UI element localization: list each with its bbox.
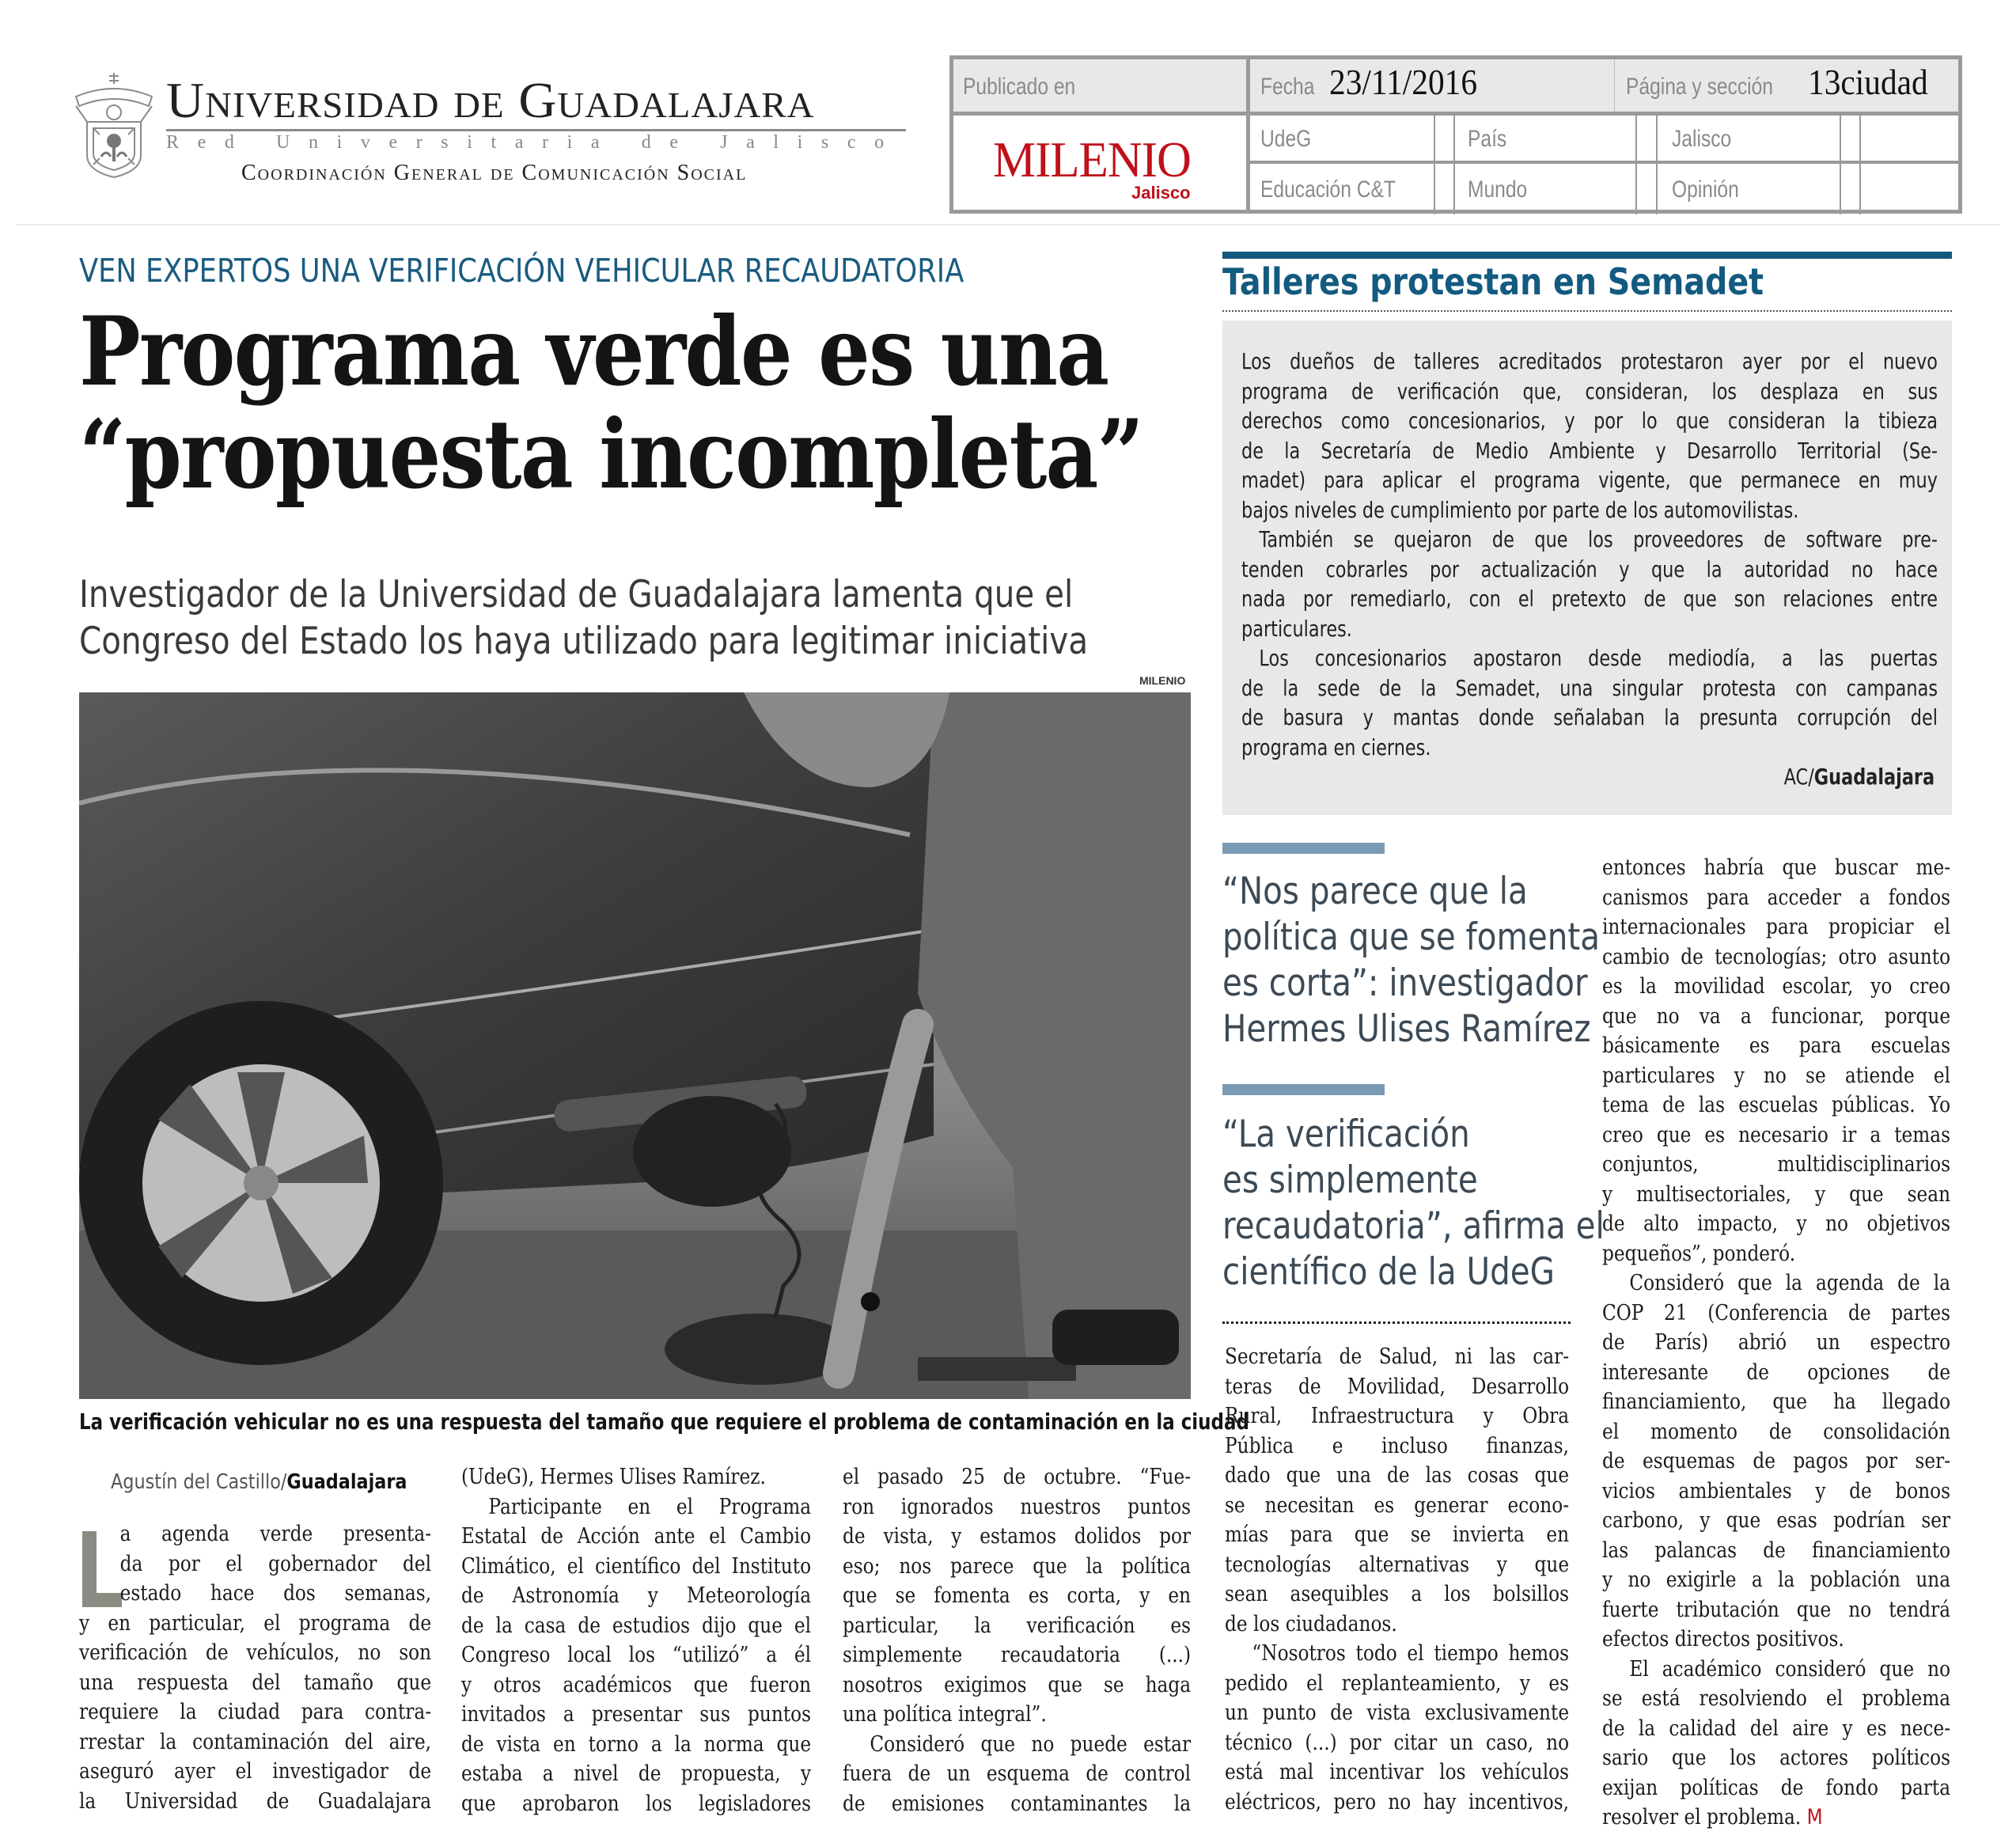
end-mark-icon: M	[1801, 1805, 1823, 1830]
text-line: nada por remediarlo, con el pretexto de que son relaciones entre	[1241, 586, 1938, 612]
published-in-label: Publicado en	[963, 74, 1076, 100]
text-line: la Universidad de Guadalajara	[79, 1788, 432, 1814]
text-line: tenden cobrarles por actualización y que la autoridad no hace	[1241, 555, 1938, 582]
text-line: aseguró ayer el investigador de	[79, 1759, 432, 1784]
text-line: bajos niveles de cumplimiento por parte de los automovilistas.	[1241, 496, 1799, 523]
sidebar-sign-place: Guadalajara	[1813, 764, 1935, 790]
text-line: estado hace dos semanas,	[119, 1581, 432, 1606]
text-line: las palancas de financiamiento	[1602, 1538, 1951, 1563]
text-line: interesante de opciones de	[1602, 1359, 1951, 1385]
text-line: da por el gobernador del	[119, 1551, 432, 1576]
dek-line: Investigador de la Universidad de Guadalajara lamenta que el	[79, 573, 1074, 616]
pull-quote-bar	[1222, 1084, 1385, 1095]
sidebar-sign-prefix: AC/	[1783, 764, 1814, 790]
text-line: programa de verificación que, consideran, los desplaza en sus	[1241, 377, 1938, 404]
text-line: y en particular, el programa de	[79, 1610, 432, 1636]
dek-line: Congreso del Estado los haya utilizado para legitimar iniciativa	[79, 620, 1089, 663]
text-line: de alto impacto, y no objetivos	[1602, 1211, 1951, 1236]
text-line: que aprobaron los legisladores	[461, 1791, 812, 1816]
photo-credit: MILENIO	[1139, 674, 1186, 687]
text-line: ron ignorados nuestros puntos	[843, 1494, 1192, 1519]
section-cell: Educación C&T	[1260, 176, 1396, 203]
text-line: internacionales para propiciar el	[1602, 915, 1951, 939]
text-line: y no exigirle a la población una	[1602, 1568, 1951, 1592]
pull-quote-line: Hermes Ulises Ramírez	[1222, 1007, 1591, 1051]
university-network: Red Universitaria de Jalisco	[166, 132, 903, 153]
sidebar-title: Talleres protestan en Semadet	[1222, 260, 1764, 303]
header-separator	[16, 224, 2000, 226]
headline-line: “propuesta incompleta”	[79, 399, 1143, 510]
text-line: Participante en el Programa	[488, 1494, 812, 1519]
text-line: mías para que se invierta en	[1225, 1522, 1570, 1547]
text-line: de Astronomía y Meteorología	[461, 1583, 812, 1608]
text-line: de la sede de la Semadet, una singular protesta con campanas	[1241, 674, 1938, 701]
clipping-table-header-row	[953, 59, 1958, 116]
publication-logo: MILENIO	[993, 131, 1191, 188]
table-divider	[1246, 59, 1250, 210]
text-line: es la movilidad escolar, yo creo	[1602, 974, 1951, 999]
text-line: dado que una de las cosas que	[1225, 1463, 1570, 1488]
text-line: particular, la verificación es	[843, 1613, 1192, 1638]
text-line: de la casa de estudios dijo que el	[461, 1613, 812, 1638]
text-line: Estatal de Acción ante el Cambio	[461, 1524, 812, 1549]
table-divider	[1859, 112, 1861, 214]
text-line: está mal incentivar los vehículos	[1225, 1760, 1570, 1784]
text-line: una política integral”.	[843, 1702, 1047, 1727]
university-crest-icon	[70, 70, 158, 180]
text-line: COP 21 (Conferencia de partes	[1602, 1300, 1951, 1325]
table-divider	[1614, 59, 1615, 112]
body-column-4	[1225, 1342, 1569, 1817]
text-line: Consideró que la agenda de la	[1629, 1271, 1951, 1295]
text-line: de emisiones contaminantes la	[843, 1791, 1192, 1816]
text-line: eso; nos parece que la política	[843, 1553, 1192, 1579]
text-line: exijan políticas de fondo parta	[1602, 1775, 1951, 1800]
text-line: tecnologías alternativas y que	[1225, 1552, 1570, 1577]
pull-quote-line: “Nos parece que la	[1222, 870, 1528, 913]
section-cell: País	[1468, 126, 1507, 152]
byline-author: Agustín del Castillo/	[111, 1470, 287, 1494]
text-line: y otros académicos que fueron	[461, 1672, 812, 1697]
body-column-1	[79, 1519, 431, 1816]
pull-quote-line: es simplemente	[1222, 1158, 1478, 1202]
pull-quote-dotted-rule	[1222, 1321, 1571, 1324]
text-line: derechos como concesionarios, y por lo que consideran la tibieza	[1241, 408, 1938, 434]
byline	[111, 1470, 407, 1494]
text-line: un punto de vista exclusivamente	[1225, 1701, 1570, 1725]
text-line: estaba a nivel de propuesta, y	[461, 1761, 812, 1786]
text-line: fuera de un esquema de control	[843, 1761, 1192, 1786]
section-cell: UdeG	[1260, 126, 1312, 152]
text-line: de París) abrió un espectro	[1602, 1330, 1951, 1355]
logo-rule	[166, 129, 906, 131]
text-line: rrestar la contaminación del aire,	[79, 1729, 432, 1754]
sidebar-top-rule	[1222, 252, 1952, 259]
text-line: de los ciudadanos.	[1225, 1611, 1397, 1636]
text-line: tema de las escuelas públicas. Yo	[1602, 1093, 1951, 1117]
page-section-label: Página y sección	[1626, 74, 1773, 100]
article-headline	[79, 296, 1143, 510]
text-line: verificación de vehículos, no son	[79, 1640, 432, 1665]
table-divider	[1656, 112, 1658, 214]
text-line: particulares.	[1241, 615, 1352, 642]
article-kicker: VEN EXPERTOS UNA VERIFICACIÓN VEHICULAR RECAUDATORIA	[79, 252, 964, 290]
text-line: programa en ciernes.	[1241, 734, 1431, 760]
pull-quote-1	[1222, 869, 1600, 1052]
text-line: eléctricos, pero no hay incentivos,	[1225, 1789, 1570, 1814]
pull-quote-line: científico de la UdeG	[1222, 1250, 1555, 1294]
text-line: de esquemas de pagos por ser-	[1602, 1449, 1951, 1473]
text-line: Secretaría de Salud, ni las car-	[1225, 1344, 1570, 1369]
pull-quote-line: “La verificación	[1222, 1113, 1470, 1156]
text-line: El académico consideró que no	[1629, 1656, 1951, 1682]
text-line: conjuntos, multidisciplinarios	[1602, 1152, 1951, 1177]
text-line: pedido el replanteamiento, y es	[1225, 1670, 1570, 1696]
text-line: Pública e incluso finanzas,	[1225, 1433, 1570, 1458]
sidebar-text	[1241, 347, 1938, 762]
text-line: que no va a funcionar, porque	[1602, 1003, 1951, 1029]
text-line: el pasado 25 de octubre. “Fue-	[843, 1465, 1192, 1489]
text-line: de basura y mantas donde señalaban la presunta corrupción del	[1241, 704, 1938, 730]
date-label: Fecha	[1260, 74, 1315, 100]
text-line: simplemente recaudatoria (...)	[843, 1643, 1192, 1667]
text-line: el momento de consolidación	[1602, 1419, 1951, 1444]
pull-quote-line: política que se fomenta	[1222, 916, 1600, 959]
text-line: particulares y no se atiende el	[1602, 1063, 1951, 1088]
text-line: de la Secretaría de Medio Ambiente y Desarrollo Territorial (Se-	[1241, 437, 1938, 464]
text-line: vicios ambientales y de bonos	[1602, 1478, 1951, 1503]
body-column-2	[461, 1462, 811, 1818]
photo-caption: La verificación vehicular no es una respuesta del tamaño que requiere el problema de contaminación en la ciudad	[79, 1409, 1249, 1435]
section-cell: Mundo	[1468, 176, 1528, 203]
body-column-3	[843, 1462, 1191, 1818]
headline-line: Programa verde es una	[79, 296, 1108, 408]
photo-illustration	[79, 692, 1191, 1399]
text-line: que se fomenta es corta, y en	[843, 1583, 1192, 1608]
date-value: 23/11/2016	[1329, 62, 1478, 102]
text-line: Los concesionarios apostaron desde mediodía, a las puertas	[1259, 645, 1938, 671]
text-line: Los dueños de talleres acreditados protestaron ayer por el nuevo	[1241, 348, 1938, 374]
sidebar-box	[1222, 320, 1952, 815]
page-section-value: 13ciudad	[1808, 62, 1928, 102]
text-line: nosotros exigimos que se haga	[843, 1672, 1192, 1697]
table-divider	[1453, 112, 1455, 214]
text-line: teras de Movilidad, Desarrollo	[1225, 1374, 1570, 1399]
text-line: de la calidad del aire y es nece-	[1602, 1716, 1951, 1741]
section-cell: Jalisco	[1672, 126, 1732, 152]
text-line: y multisectoriales, y que sean	[1602, 1181, 1951, 1207]
text-line: financiamiento, que ha llegado	[1602, 1390, 1951, 1414]
text-line: canismos para acceder a fondos	[1602, 885, 1951, 910]
sidebar-dotted-rule	[1222, 310, 1952, 312]
pull-quote-line: es corta”: investigador	[1222, 961, 1588, 1005]
section-cell: Opinión	[1672, 176, 1739, 203]
table-divider	[1250, 161, 1962, 164]
table-divider	[1840, 112, 1841, 214]
text-line: entonces habría que buscar me-	[1602, 855, 1951, 880]
text-line: creo que es necesario ir a temas	[1602, 1122, 1951, 1147]
text-line: Congreso local los “utilizó” a él	[461, 1643, 812, 1667]
sidebar-signature	[1784, 764, 1935, 790]
text-line: se está resolviendo el problema	[1602, 1686, 1951, 1711]
text-line: fuerte tributación que no tendrá	[1602, 1597, 1951, 1622]
text-line: básicamente es para escuelas	[1602, 1033, 1951, 1058]
publication-edition: Jalisco	[1131, 183, 1191, 203]
byline-place: Guadalajara	[286, 1470, 407, 1494]
text-line: Rural, Infraestructura y Obra	[1225, 1404, 1570, 1428]
text-line: de vista, y estamos dolidos por	[843, 1524, 1192, 1549]
text-line: “Nosotros todo el tiempo hemos	[1252, 1641, 1570, 1666]
pull-quote-line: recaudatoria”, afirma el	[1222, 1204, 1605, 1248]
text-line: a agenda verde presenta-	[119, 1522, 432, 1546]
clipping-info-table	[949, 55, 1962, 214]
text-line: invitados a presentar sus puntos	[461, 1702, 812, 1727]
article-photo	[79, 692, 1191, 1399]
text-line: se necesitan es generar econo-	[1225, 1492, 1570, 1518]
university-name: Universidad de Guadalajara	[166, 72, 815, 128]
text-line: cambio de tecnologías; otro asunto	[1602, 944, 1951, 969]
pull-quote-2	[1222, 1112, 1605, 1295]
table-divider	[1434, 112, 1435, 214]
text-line: También se quejaron de que los proveedores de software pre-	[1259, 526, 1938, 552]
text-line: madet) para aplicar el programa vigente, que permanece en muy	[1241, 467, 1938, 493]
article-dek	[79, 571, 1088, 665]
text-line: (UdeG), Hermes Ulises Ramírez.	[461, 1465, 766, 1489]
pull-quote-bar	[1222, 843, 1385, 854]
text-line: Climático, el científico del Instituto	[461, 1553, 812, 1579]
text-line: una respuesta del tamaño que	[79, 1670, 432, 1695]
text-line: pequeños”, ponderó.	[1602, 1241, 1796, 1266]
text-line: efectos directos positivos.	[1602, 1627, 1844, 1651]
text-line: Consideró que no puede estar	[870, 1731, 1192, 1757]
university-office: Coordinación General de Comunicación Social	[241, 161, 748, 185]
text-line: de vista en torno a la norma que	[461, 1731, 812, 1757]
text-line: sean asequibles a los bolsillos	[1225, 1582, 1570, 1606]
text-line: sario que los actores políticos	[1602, 1746, 1951, 1770]
body-column-5	[1602, 853, 1950, 1833]
text-line: requiere la ciudad para contra-	[79, 1700, 432, 1724]
text-line: técnico (...) por citar un caso, no	[1225, 1730, 1570, 1755]
text-line: carbono, y que esas podrían ser	[1602, 1508, 1951, 1533]
table-divider	[1635, 112, 1637, 214]
text-line: resolver el problema. M	[1602, 1805, 1823, 1830]
